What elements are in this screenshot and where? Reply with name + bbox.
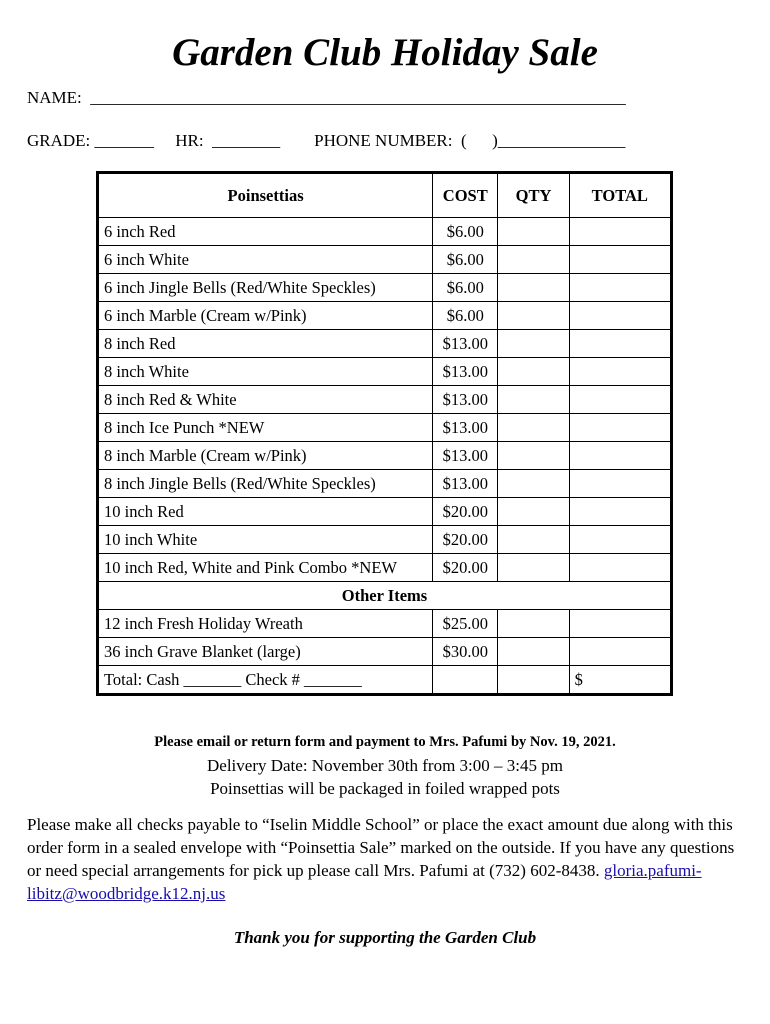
order-table xyxy=(96,171,673,696)
table-row xyxy=(98,554,672,582)
grade-blank[interactable]: _______ xyxy=(94,131,155,150)
total-input-cell[interactable] xyxy=(569,358,671,386)
phone-blank[interactable]: ( )_______________ xyxy=(461,131,626,150)
item-name: 8 inch Red xyxy=(98,330,433,358)
qty-input-cell[interactable] xyxy=(498,246,569,274)
name-blank[interactable]: _______________________________________________________________ xyxy=(90,88,626,107)
table-row xyxy=(98,246,672,274)
hr-label: HR: xyxy=(175,131,204,150)
total-input-cell[interactable] xyxy=(569,330,671,358)
packaging-note: Poinsettias will be packaged in foiled wrapped pots xyxy=(210,779,560,798)
page-title: Garden Club Holiday Sale xyxy=(172,31,598,74)
total-input-cell[interactable] xyxy=(569,610,671,638)
section-row-other-items xyxy=(98,582,672,610)
table-row xyxy=(98,610,672,638)
qty-input-cell[interactable] xyxy=(498,302,569,330)
grade-label: GRADE: xyxy=(27,131,91,150)
header-total: TOTAL xyxy=(569,173,671,218)
item-cost: $20.00 xyxy=(433,554,498,582)
qty-input-cell[interactable] xyxy=(498,638,569,666)
qty-input-cell[interactable] xyxy=(498,498,569,526)
item-name: 8 inch Ice Punch *NEW xyxy=(98,414,433,442)
total-input-cell[interactable] xyxy=(569,554,671,582)
table-row xyxy=(98,330,672,358)
item-name: 10 inch White xyxy=(98,526,433,554)
total-input-cell[interactable] xyxy=(569,246,671,274)
total-cost-cell[interactable] xyxy=(433,666,498,695)
item-name: 6 inch Red xyxy=(98,218,433,246)
total-input-cell[interactable] xyxy=(569,218,671,246)
item-name: 8 inch White xyxy=(98,358,433,386)
total-row xyxy=(98,666,672,695)
table-row xyxy=(98,274,672,302)
qty-input-cell[interactable] xyxy=(498,442,569,470)
grand-total-cell[interactable]: $ xyxy=(569,666,671,695)
table-row xyxy=(98,638,672,666)
phone-label: PHONE NUMBER: xyxy=(314,131,453,150)
return-notice: Please email or return form and payment to Mrs. Pafumi by Nov. 19, 2021. xyxy=(154,734,616,750)
item-cost: $6.00 xyxy=(433,218,498,246)
table-row xyxy=(98,386,672,414)
table-row xyxy=(98,414,672,442)
header-cost: COST xyxy=(433,173,498,218)
item-cost: $25.00 xyxy=(433,610,498,638)
item-name: 8 inch Jingle Bells (Red/White Speckles) xyxy=(98,470,433,498)
qty-input-cell[interactable] xyxy=(498,358,569,386)
name-label: NAME: xyxy=(27,88,82,107)
table-row xyxy=(98,218,672,246)
header-qty: QTY xyxy=(498,173,569,218)
total-input-cell[interactable] xyxy=(569,386,671,414)
qty-input-cell[interactable] xyxy=(498,470,569,498)
total-input-cell[interactable] xyxy=(569,302,671,330)
table-row xyxy=(98,498,672,526)
item-name: 10 inch Red xyxy=(98,498,433,526)
hr-blank[interactable]: ________ xyxy=(212,131,281,150)
header-poinsettias: Poinsettias xyxy=(98,173,433,218)
total-input-cell[interactable] xyxy=(569,526,671,554)
total-input-cell[interactable] xyxy=(569,638,671,666)
total-input-cell[interactable] xyxy=(569,442,671,470)
item-name: 10 inch Red, White and Pink Combo *NEW xyxy=(98,554,433,582)
item-name: 36 inch Grave Blanket (large) xyxy=(98,638,433,666)
table-row xyxy=(98,470,672,498)
table-header-row xyxy=(98,173,672,218)
item-cost: $20.00 xyxy=(433,526,498,554)
item-name: 6 inch White xyxy=(98,246,433,274)
total-input-cell[interactable] xyxy=(569,414,671,442)
name-field-row xyxy=(27,88,626,108)
delivery-date: Delivery Date: November 30th from 3:00 – 3:45 pm xyxy=(207,756,563,775)
item-cost: $13.00 xyxy=(433,414,498,442)
table-body xyxy=(98,218,672,695)
other-items-heading: Other Items xyxy=(98,582,672,610)
item-cost: $30.00 xyxy=(433,638,498,666)
item-name: 8 inch Marble (Cream w/Pink) xyxy=(98,442,433,470)
item-cost: $13.00 xyxy=(433,386,498,414)
qty-input-cell[interactable] xyxy=(498,386,569,414)
total-qty-cell[interactable] xyxy=(498,666,569,695)
item-cost: $6.00 xyxy=(433,246,498,274)
table-row xyxy=(98,526,672,554)
qty-input-cell[interactable] xyxy=(498,554,569,582)
table-row xyxy=(98,358,672,386)
thank-you-note: Thank you for supporting the Garden Club xyxy=(233,928,537,947)
item-name: 8 inch Red & White xyxy=(98,386,433,414)
table-row xyxy=(98,302,672,330)
grade-hr-phone-row xyxy=(27,131,625,151)
total-input-cell[interactable] xyxy=(569,498,671,526)
table-row xyxy=(98,442,672,470)
qty-input-cell[interactable] xyxy=(498,610,569,638)
qty-input-cell[interactable] xyxy=(498,526,569,554)
total-input-cell[interactable] xyxy=(569,470,671,498)
item-name: 12 inch Fresh Holiday Wreath xyxy=(98,610,433,638)
item-cost: $13.00 xyxy=(433,470,498,498)
item-cost: $13.00 xyxy=(433,442,498,470)
total-payment-label[interactable]: Total: Cash _______ Check # _______ xyxy=(98,666,433,695)
qty-input-cell[interactable] xyxy=(498,274,569,302)
item-cost: $6.00 xyxy=(433,274,498,302)
item-cost: $13.00 xyxy=(433,358,498,386)
item-cost: $13.00 xyxy=(433,330,498,358)
item-name: 6 inch Marble (Cream w/Pink) xyxy=(98,302,433,330)
qty-input-cell[interactable] xyxy=(498,218,569,246)
payment-instructions xyxy=(27,813,749,905)
email-link[interactable]: gloria.pafumi-libitz@woodbridge.k12.nj.us xyxy=(27,861,702,903)
qty-input-cell[interactable] xyxy=(498,414,569,442)
total-input-cell[interactable] xyxy=(569,274,671,302)
qty-input-cell[interactable] xyxy=(498,330,569,358)
item-name: 6 inch Jingle Bells (Red/White Speckles) xyxy=(98,274,433,302)
payment-text: Please make all checks payable to “Iselin Middle School” or place the exact amount due along with this order form in a sealed envelope with “Poinsettia Sale” marked on the outside. If you have any questions or need special arrangements for pick up please call Mrs. Pafumi at (732) 602-8438. xyxy=(27,815,735,880)
item-cost: $6.00 xyxy=(433,302,498,330)
item-cost: $20.00 xyxy=(433,498,498,526)
